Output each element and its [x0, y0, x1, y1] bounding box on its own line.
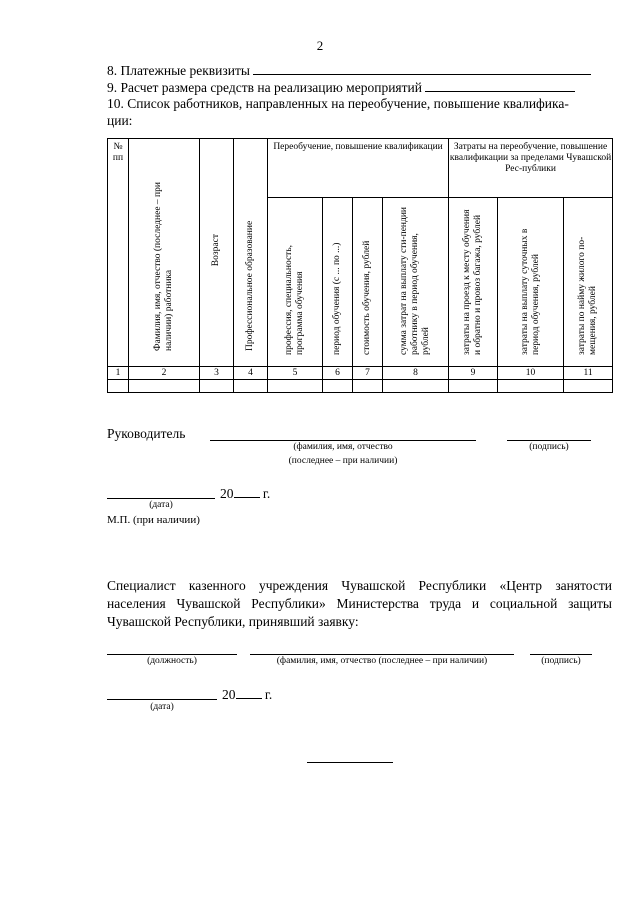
head-label: Руководитель [107, 426, 186, 441]
col-num: 7 [353, 367, 383, 380]
item-9-fill-line [425, 79, 575, 92]
header-group-training: Переобучение, повышение квалификации [268, 139, 449, 198]
header-profession: профессия, специальность, программа обучения [268, 198, 323, 367]
specialist-fio-line [250, 654, 514, 655]
end-separator-line [307, 762, 393, 763]
col-num: 5 [268, 367, 323, 380]
col-num: 4 [234, 367, 268, 380]
header-travel: затраты на проезд к месту обучения и обратно и провоз багажа, рублей [449, 198, 498, 367]
specialist-fio-caption: (фамилия, имя, отчество (последнее – при наличии) [276, 656, 488, 666]
specialist-date-line [107, 699, 217, 700]
specialist-position-line [107, 654, 237, 655]
header-period: период обучения (с ... по ...) [323, 198, 353, 367]
item-10-line2: ции: [107, 113, 133, 128]
head-date-caption: (дата) [149, 500, 173, 510]
table-row [108, 380, 613, 393]
head-fio-caption-1: (фамилия, имя, отчество [293, 442, 393, 452]
specialist-year: 20 г. [222, 687, 273, 702]
item-8-fill-line [253, 62, 591, 75]
item-8 [107, 62, 591, 79]
workers-table [107, 138, 613, 393]
header-cost: стоимость обучения, рублей [353, 198, 383, 367]
specialist-text: Специалист казенного учреждения Чувашской Республики «Центр занятости населения Чувашской Республики» Министерства труда и социальной защиты Чувашской Республики, принявший заявку: [107, 578, 612, 629]
specialist-sign-line [530, 654, 592, 655]
head-date-line [107, 498, 215, 499]
header-stipend: сумма затрат на выплату сти-пендии работнику в период обучения, рублей [383, 198, 449, 367]
header-housing: затраты по найму жилого по-мещения, рублей [564, 198, 613, 367]
header-group-outside: Затраты на переобучение, повышение квалификации за пределами Чувашской Рес-публики [449, 139, 613, 198]
head-fio-caption-2: (последнее – при наличии) [288, 456, 398, 466]
header-daily: затраты на выплату суточных в период обучения, рублей [498, 198, 564, 367]
col-num: 11 [564, 367, 613, 380]
head-sign-caption: (подпись) [529, 442, 569, 452]
stamp-label: М.П. (при наличии) [107, 514, 200, 526]
col-num: 9 [449, 367, 498, 380]
col-num: 6 [323, 367, 353, 380]
specialist-date-caption: (дата) [150, 702, 174, 712]
header-education: Профессиональное образование [234, 139, 268, 367]
col-num: 3 [200, 367, 234, 380]
head-sign-line [507, 440, 591, 441]
item-9 [107, 79, 575, 96]
col-num: 10 [498, 367, 564, 380]
header-num: № пп [108, 139, 129, 367]
item-10-line1: 10. Список работников, направленных на переобучение, повышение квалифика- [107, 96, 569, 111]
col-num: 8 [383, 367, 449, 380]
header-fio: Фамилия, имя, отчество (последнее – при наличии) работника [129, 139, 200, 367]
page-number: 2 [316, 38, 324, 53]
col-num: 1 [108, 367, 129, 380]
column-numbers-row [108, 367, 613, 380]
specialist-position-caption: (должность) [147, 656, 197, 666]
item-9-label: 9. Расчет размера средств на реализацию мероприятий [107, 80, 422, 95]
head-fio-line [210, 440, 476, 441]
specialist-sign-caption: (подпись) [541, 656, 581, 666]
header-age: Возраст [200, 139, 234, 367]
item-8-label: 8. Платежные реквизиты [107, 63, 250, 78]
head-year: 20 г. [220, 486, 271, 501]
col-num: 2 [129, 367, 200, 380]
